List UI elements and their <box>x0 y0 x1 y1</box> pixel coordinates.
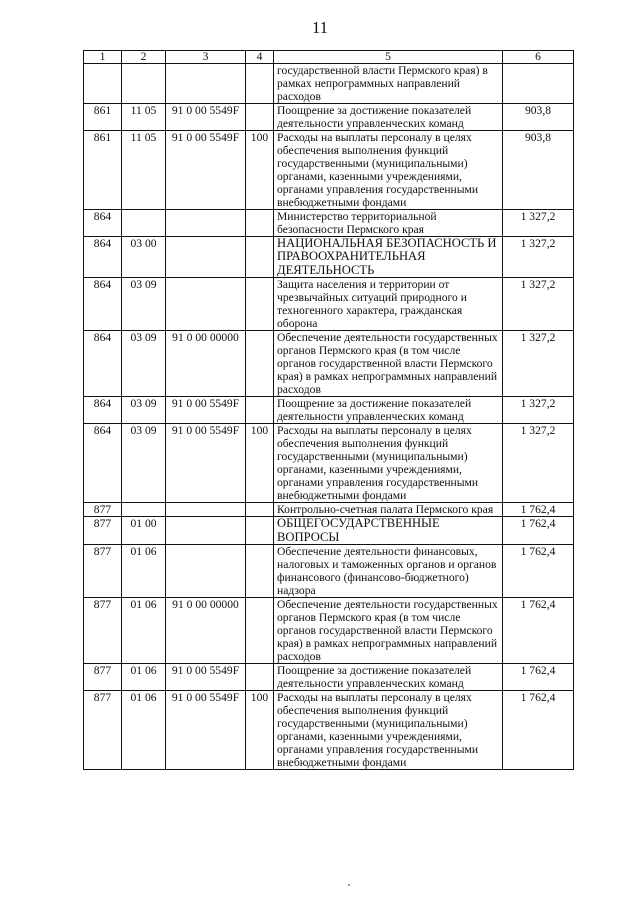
column-header-6: 6 <box>503 51 574 64</box>
item-name-cell: Контрольно-счетная палата Пермского края <box>274 503 503 517</box>
target-article-cell <box>166 64 246 104</box>
amount-cell: 1 327,2 <box>503 424 574 503</box>
table-row <box>84 331 574 397</box>
admin-code-cell: 877 <box>84 691 122 770</box>
item-name-cell: Обеспечение деятельности финансовых, налоговых и таможенных органов и органов финансового (финансово-бюджетного) надзора <box>274 545 503 598</box>
expense-type-cell <box>246 664 274 691</box>
expense-type-cell <box>246 503 274 517</box>
target-article-cell: 91 0 00 5549F <box>166 664 246 691</box>
admin-code-cell: 877 <box>84 664 122 691</box>
table-row <box>84 131 574 210</box>
section-code-cell: 01 06 <box>122 545 166 598</box>
target-article-cell: 91 0 00 5549F <box>166 691 246 770</box>
expense-type-cell <box>246 598 274 664</box>
item-name-cell: Министерство территориальной безопасности Пермского края <box>274 210 503 237</box>
admin-code-cell <box>84 64 122 104</box>
expense-type-cell <box>246 64 274 104</box>
item-name-cell: Защита населения и территории от чрезвычайных ситуаций природного и техногенного характера, гражданская оборона <box>274 278 503 331</box>
amount-cell <box>503 64 574 104</box>
expense-type-cell <box>246 517 274 545</box>
target-article-cell <box>166 517 246 545</box>
item-name-cell: Поощрение за достижение показателей деятельности управленческих команд <box>274 664 503 691</box>
admin-code-cell: 864 <box>84 397 122 424</box>
section-code-cell: 03 09 <box>122 331 166 397</box>
amount-cell: 1 762,4 <box>503 691 574 770</box>
table-header <box>84 51 574 64</box>
expense-type-cell <box>246 331 274 397</box>
admin-code-cell: 877 <box>84 545 122 598</box>
item-name-cell: Обеспечение деятельности государственных органов Пермского края (в том числе органов государственной власти Пермского края) в рамках непрограммных направлений расходов <box>274 598 503 664</box>
section-code-cell: 01 06 <box>122 598 166 664</box>
expense-type-cell <box>246 397 274 424</box>
expense-type-cell <box>246 210 274 237</box>
admin-code-cell: 877 <box>84 503 122 517</box>
amount-cell: 1 762,4 <box>503 598 574 664</box>
table-row <box>84 237 574 278</box>
column-header-5: 5 <box>274 51 503 64</box>
table-row <box>84 104 574 131</box>
scan-speck <box>348 884 350 886</box>
table-row <box>84 64 574 104</box>
target-article-cell <box>166 210 246 237</box>
target-article-cell <box>166 237 246 278</box>
item-name-cell: Обеспечение деятельности государственных органов Пермского края (в том числе органов государственной власти Пермского края) в рамках непрограммных направлений расходов <box>274 331 503 397</box>
target-article-cell: 91 0 00 00000 <box>166 331 246 397</box>
expense-type-cell <box>246 104 274 131</box>
amount-cell: 1 762,4 <box>503 517 574 545</box>
section-code-cell: 01 06 <box>122 664 166 691</box>
header-row <box>84 51 574 64</box>
item-name-cell: Поощрение за достижение показателей деятельности управленческих команд <box>274 104 503 131</box>
expense-type-cell: 100 <box>246 424 274 503</box>
section-code-cell <box>122 503 166 517</box>
amount-cell: 1 327,2 <box>503 331 574 397</box>
amount-cell: 903,8 <box>503 104 574 131</box>
amount-cell: 1 327,2 <box>503 397 574 424</box>
section-code-cell <box>122 64 166 104</box>
budget-table <box>83 50 574 770</box>
amount-cell: 1 327,2 <box>503 278 574 331</box>
target-article-cell: 91 0 00 5549F <box>166 424 246 503</box>
table-row <box>84 545 574 598</box>
admin-code-cell: 877 <box>84 517 122 545</box>
table-row <box>84 397 574 424</box>
amount-cell: 1 327,2 <box>503 237 574 278</box>
expense-type-cell <box>246 278 274 331</box>
target-article-cell <box>166 278 246 331</box>
table-row <box>84 503 574 517</box>
amount-cell: 1 762,4 <box>503 545 574 598</box>
expense-type-cell <box>246 237 274 278</box>
amount-cell: 1 762,4 <box>503 664 574 691</box>
section-code-cell: 01 00 <box>122 517 166 545</box>
item-name-cell: Расходы на выплаты персоналу в целях обеспечения выполнения функций государственными (муниципальными) органами, казенными учреждениями, органами управления государственными внебюджетными фондами <box>274 424 503 503</box>
target-article-cell: 91 0 00 5549F <box>166 131 246 210</box>
item-name-cell: ОБЩЕГОСУДАРСТВЕННЫЕ ВОПРОСЫ <box>274 517 503 545</box>
page-number: 11 <box>311 18 329 37</box>
table-row <box>84 517 574 545</box>
section-code-cell: 03 09 <box>122 397 166 424</box>
amount-cell: 1 327,2 <box>503 210 574 237</box>
table-body <box>84 64 574 770</box>
column-header-1: 1 <box>84 51 122 64</box>
table-row <box>84 424 574 503</box>
admin-code-cell: 864 <box>84 331 122 397</box>
admin-code-cell: 864 <box>84 210 122 237</box>
section-code-cell: 01 06 <box>122 691 166 770</box>
section-code-cell <box>122 210 166 237</box>
admin-code-cell: 861 <box>84 131 122 210</box>
admin-code-cell: 864 <box>84 424 122 503</box>
expense-type-cell: 100 <box>246 131 274 210</box>
target-article-cell <box>166 545 246 598</box>
admin-code-cell: 861 <box>84 104 122 131</box>
amount-cell: 1 762,4 <box>503 503 574 517</box>
expense-type-cell: 100 <box>246 691 274 770</box>
table-row <box>84 278 574 331</box>
column-header-4: 4 <box>246 51 274 64</box>
item-name-cell: Поощрение за достижение показателей деятельности управленческих команд <box>274 397 503 424</box>
column-header-3: 3 <box>166 51 246 64</box>
target-article-cell: 91 0 00 5549F <box>166 104 246 131</box>
admin-code-cell: 864 <box>84 278 122 331</box>
admin-code-cell: 877 <box>84 598 122 664</box>
target-article-cell <box>166 503 246 517</box>
table-row <box>84 664 574 691</box>
section-code-cell: 11 05 <box>122 131 166 210</box>
section-code-cell: 03 09 <box>122 424 166 503</box>
target-article-cell: 91 0 00 5549F <box>166 397 246 424</box>
table-row <box>84 598 574 664</box>
section-code-cell: 11 05 <box>122 104 166 131</box>
amount-cell: 903,8 <box>503 131 574 210</box>
item-name-cell: Расходы на выплаты персоналу в целях обеспечения выполнения функций государственными (муниципальными) органами, казенными учреждениями, органами управления государственными внебюджетными фондами <box>274 691 503 770</box>
section-code-cell: 03 00 <box>122 237 166 278</box>
table-row <box>84 210 574 237</box>
item-name-cell: государственной власти Пермского края) в рамках непрограммных направлений расходов <box>274 64 503 104</box>
column-header-2: 2 <box>122 51 166 64</box>
item-name-cell: Расходы на выплаты персоналу в целях обеспечения выполнения функций государственными (муниципальными) органами, казенными учреждениями, органами управления государственными внебюджетными фондами <box>274 131 503 210</box>
target-article-cell: 91 0 00 00000 <box>166 598 246 664</box>
expense-type-cell <box>246 545 274 598</box>
admin-code-cell: 864 <box>84 237 122 278</box>
item-name-cell: НАЦИОНАЛЬНАЯ БЕЗОПАСНОСТЬ И ПРАВООХРАНИТЕЛЬНАЯ ДЕЯТЕЛЬНОСТЬ <box>274 237 503 278</box>
table-row <box>84 691 574 770</box>
section-code-cell: 03 09 <box>122 278 166 331</box>
